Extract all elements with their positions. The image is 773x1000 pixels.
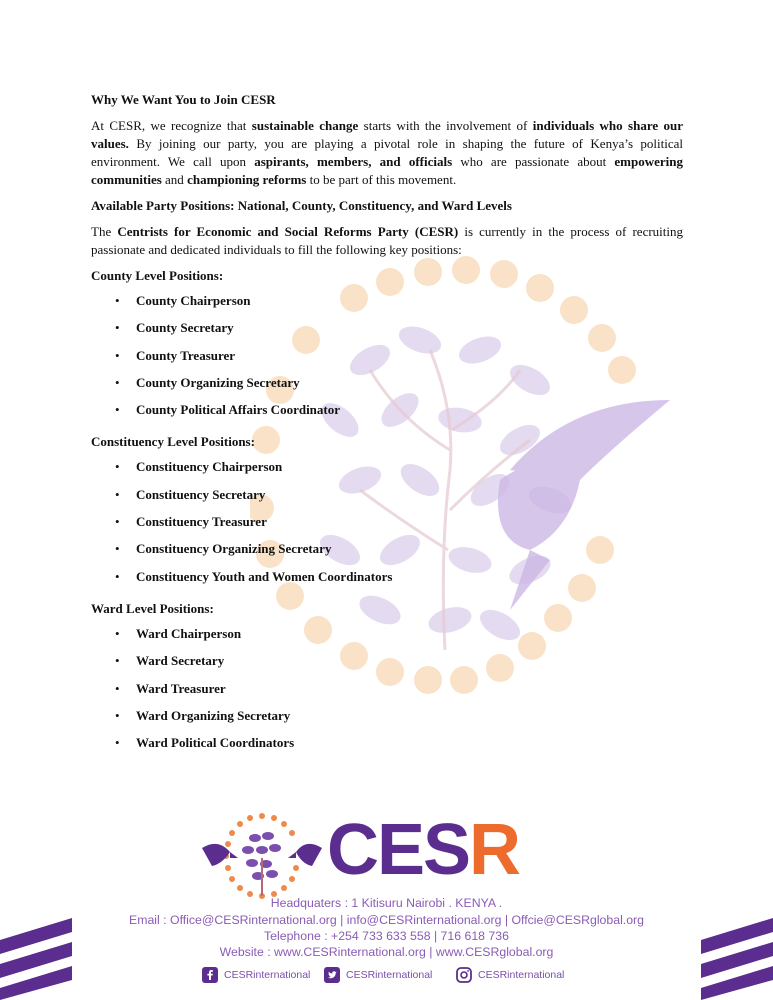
list-item: • County Chairperson bbox=[91, 292, 683, 319]
instagram-link[interactable]: CESRinternational bbox=[456, 967, 564, 983]
twitter-link[interactable]: CESRinternational bbox=[324, 967, 432, 983]
bold-text: championing reforms bbox=[187, 172, 307, 187]
heading-why-join: Why We Want You to Join CESR bbox=[91, 92, 276, 107]
county-positions-title: County Level Positions: bbox=[91, 268, 224, 283]
join-paragraph bbox=[91, 117, 683, 189]
bold-text: Centrists for Economic and Social Reforms Party (CESR) bbox=[117, 224, 459, 239]
ward-positions-title: Ward Level Positions: bbox=[91, 600, 214, 616]
letterhead-footer bbox=[0, 800, 773, 1000]
cesr-logo-emblem bbox=[200, 808, 324, 908]
ward-positions-list bbox=[91, 625, 683, 761]
bold-text: individuals who share our values. bbox=[91, 118, 683, 151]
constituency-positions-title: Constituency Level Positions: bbox=[91, 434, 255, 450]
county-positions-list bbox=[91, 292, 683, 428]
text-run: and bbox=[161, 172, 188, 187]
text-run: who are passionate about bbox=[452, 154, 615, 169]
list-item: • County Political Affairs Coordinator bbox=[91, 401, 683, 428]
positions-paragraph bbox=[91, 223, 683, 259]
cesr-logo-text: CESR bbox=[327, 810, 520, 890]
website-line[interactable]: Website : www.CESRinternational.org | www.CESRglobal.org bbox=[219, 945, 554, 959]
list-item: • Ward Secretary bbox=[91, 652, 683, 679]
list-item: • Constituency Youth and Women Coordinators bbox=[91, 568, 683, 595]
text-run: By joining our party, you are playing a pivotal role in shaping the future of Kenya’s political environment. We call upon bbox=[91, 136, 683, 169]
list-item: • Ward Organizing Secretary bbox=[91, 707, 683, 734]
facebook-link[interactable]: CESRinternational bbox=[202, 967, 310, 983]
list-item: • Ward Chairperson bbox=[91, 625, 683, 652]
list-item: • Ward Treasurer bbox=[91, 680, 683, 707]
list-item: • County Treasurer bbox=[91, 347, 683, 374]
heading-available-positions: Available Party Positions: National, County, Constituency, and Ward Levels bbox=[91, 198, 512, 213]
list-item: • Constituency Secretary bbox=[91, 486, 683, 513]
bold-text: aspirants, members, and officials bbox=[254, 154, 453, 169]
bold-text: empowering communities bbox=[91, 154, 684, 187]
list-item: • County Secretary bbox=[91, 319, 683, 346]
list-item: • County Organizing Secretary bbox=[91, 374, 683, 401]
document-body bbox=[91, 92, 683, 767]
bold-text: sustainable change bbox=[251, 118, 359, 133]
list-item: • Constituency Chairperson bbox=[91, 458, 683, 485]
constituency-positions-list bbox=[91, 458, 683, 594]
text-run: is currently in the process of recruiting passionate and dedicated individuals to fill the following key positions: bbox=[91, 224, 684, 257]
telephone-line: Telephone : +254 733 633 558 | 716 618 736 bbox=[264, 929, 509, 943]
twitter-icon bbox=[324, 967, 340, 983]
email-line[interactable]: Email : Office@CESRinternational.org | info@CESRinternational.org | Offcie@CESRglobal.org bbox=[129, 913, 644, 927]
text-run: to be part of this movement. bbox=[306, 172, 457, 187]
list-item: • Constituency Treasurer bbox=[91, 513, 683, 540]
list-item: • Ward Political Coordinators bbox=[91, 734, 683, 761]
text-run: At CESR, we recognize that bbox=[91, 118, 252, 133]
text-run: The bbox=[91, 224, 118, 239]
facebook-icon bbox=[202, 967, 218, 983]
instagram-icon bbox=[456, 967, 472, 983]
headquarters-line: Headquaters : 1 Kitisuru Nairobi . KENYA . bbox=[270, 896, 503, 910]
list-item: • Constituency Organizing Secretary bbox=[91, 540, 683, 567]
text-run: starts with the involvement of bbox=[358, 118, 533, 133]
